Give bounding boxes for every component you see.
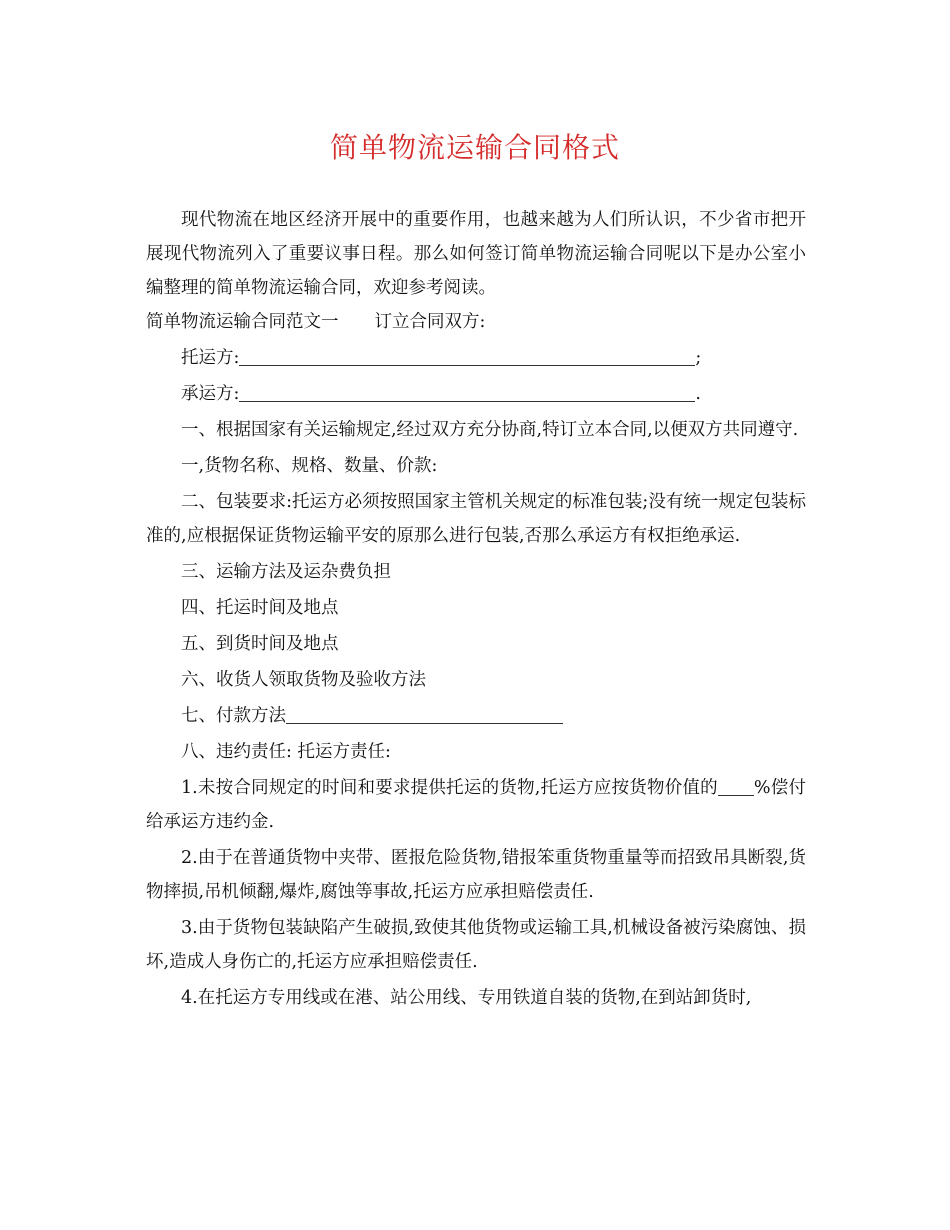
clause-liability: 八、违约责任: 托运方责任: [181, 742, 391, 762]
document-body [146, 203, 806, 1015]
clause-payment-line [146, 699, 806, 733]
clause-receipt: 六、收货人领取货物及验收方法 [181, 670, 426, 690]
item1-text-a: 1.未按合同规定的时间和要求提供托运的货物,托运方应按货物价值的 [181, 778, 718, 798]
clause-payment: 七、付款方法 [181, 706, 286, 726]
carrier-line [146, 377, 806, 411]
intro-paragraph: 现代物流在地区经济开展中的重要作用，也越来越为人们所认识，不少省市把开展现代物流列入了重要议事日程。那么如何签订简单物流运输合同呢以下是办公室小编整理的简单物流运输合同，欢迎参考阅读。 [146, 210, 806, 298]
item1-text-b: %偿付给承运方违约金. [146, 778, 806, 832]
percent-blank[interactable] [718, 775, 754, 796]
document-title: 简单物流运输合同格式 [329, 131, 620, 164]
consignor-blank[interactable] [239, 345, 695, 366]
consignor-line [146, 341, 806, 375]
clause-transport: 三、运输方法及运杂费负担 [181, 562, 391, 582]
carrier-blank[interactable] [239, 381, 695, 402]
payment-blank[interactable] [286, 703, 563, 724]
consignor-label: 托运方: [181, 348, 240, 368]
carrier-label: 承运方: [181, 384, 240, 404]
sample-heading-line [146, 305, 806, 339]
sample-heading: 简单物流运输合同范文一 [146, 312, 339, 332]
consignor-end: ; [695, 348, 702, 368]
carrier-end: . [695, 384, 701, 404]
liability-item-1 [146, 771, 806, 839]
liability-item-4: 4.在托运方专用线或在港、站公用线、专用铁道自装的货物,在到站卸货时, [181, 988, 752, 1008]
clause-arrival-time: 五、到货时间及地点 [181, 634, 339, 654]
liability-item-2: 2.由于在普通货物中夹带、匿报危险货物,错报笨重货物重量等而招致吊具断裂,货物摔损,吊机倾翻,爆炸,腐蚀等事故,托运方应承担赔偿责任. [146, 848, 806, 902]
clause-packing: 二、包装要求:托运方必须按照国家主管机关规定的标准包装;没有统一规定包装标准的,应根据保证货物运输平安的原那么进行包装,否那么承运方有权拒绝承运. [146, 492, 806, 546]
parties-heading: 订立合同双方: [374, 312, 486, 332]
liability-item-3: 3.由于货物包装缺陷产生破损,致使其他货物或运输工具,机械设备被污染腐蚀、损坏,造成人身伤亡的,托运方应承担赔偿责任. [146, 918, 806, 972]
clause-basis: 一、根据国家有关运输规定,经过双方充分协商,特订立本合同,以便双方共同遵守. [181, 420, 799, 440]
clause-consign-time: 四、托运时间及地点 [181, 598, 339, 618]
clause-goods: 一,货物名称、规格、数量、价款: [181, 456, 438, 476]
